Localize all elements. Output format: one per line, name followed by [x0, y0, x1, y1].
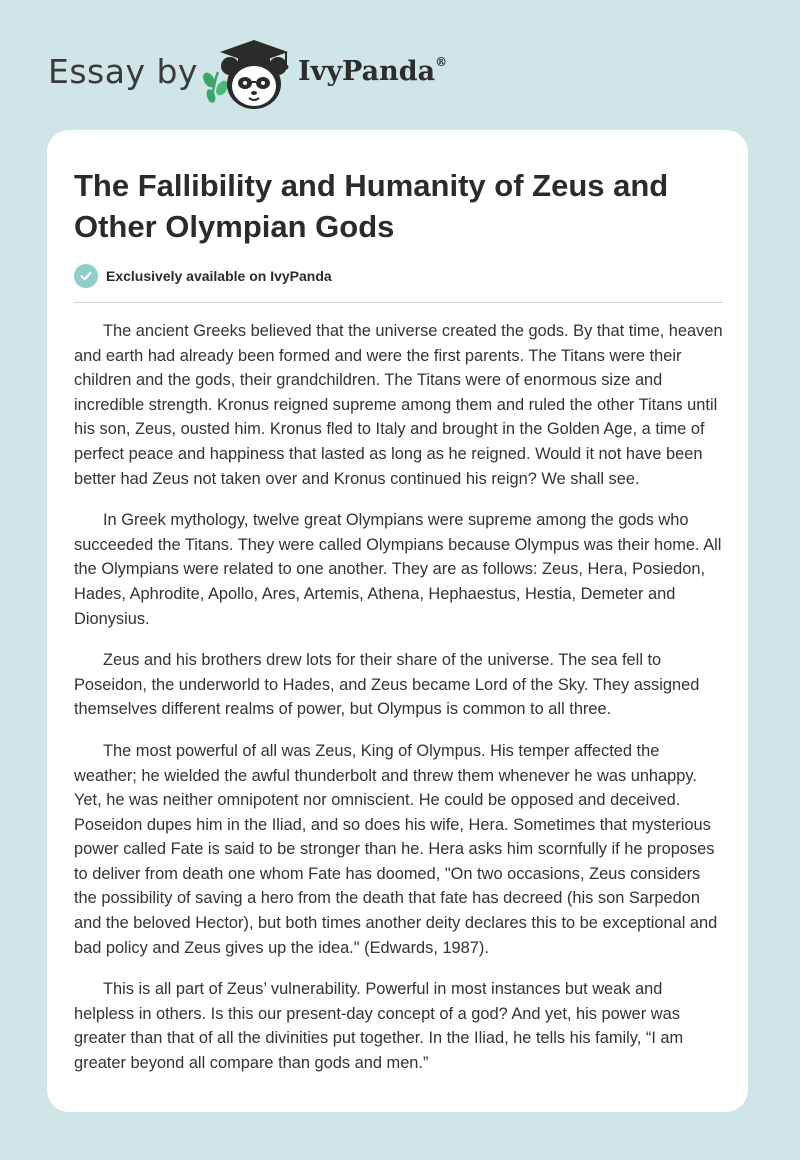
brand-prefix: Essay by	[48, 52, 198, 91]
essay-body	[74, 319, 726, 1093]
brand-header[interactable]	[48, 36, 508, 112]
brand-name-wrap	[298, 56, 447, 87]
paragraph: The most powerful of all was Zeus, King of Olympus. His temper affected the weather; he wielded the awful thunderbolt and threw them whenever he was unhappy. Yet, he was neither omnipotent nor omniscient. He could be opposed and deceived. Poseidon dupes him in the Iliad, and so does his wife, Hera. Sometimes that mysterious power called Fate is said to be stronger than he. Hera asks him scornfully if he proposes to deliver from death one whom Fate has doomed, "On two occasions, Zeus considers the possibility of saving a hero from the death that fate has decreed (his son Sarpedon and the beloved Hector), but both times another deity declares this to be exceptional and bad policy and Zeus gives up the idea." (Edwards, 1987).	[74, 741, 718, 957]
brand-name: IvyPanda	[298, 56, 436, 87]
paragraph: The ancient Greeks believed that the universe created the gods. By that time, heaven and earth had already been formed and were the first parents. The Titans were their children and the gods, their grandchildren. The Titans were of enormous size and incredible strength. Kronus reigned supreme among them and ruled the other Titans until his son, Zeus, ousted him. Kronus fled to Italy and brought in the Golden Age, a time of perfect peace and happiness that lasted as long as he reigned. Would it not have been better had Zeus not taken over and Kronus continued his reign? We shall see.	[74, 322, 723, 488]
exclusive-badge	[74, 262, 332, 290]
badge-text: Exclusively available on IvyPanda	[106, 268, 332, 284]
essay-card	[47, 130, 748, 1112]
essay-title: The Fallibility and Humanity of Zeus and Other Olympian Gods	[74, 168, 669, 244]
registered-mark: ®	[435, 55, 448, 69]
check-circle-icon	[74, 264, 98, 288]
paragraph: This is all part of Zeus’ vulnerability. Powerful in most instances but weak and helpless in others. Is this our present-day concept of a god? And yet, his power was greater than that of all the divinities put together. In the Iliad, he tells his family, “I am greater beyond all compare than gods and men.”	[74, 980, 684, 1073]
paragraph: In Greek mythology, twelve great Olympians were supreme among the gods who succeeded the Titans. They were called Olympians because Olympus was their home. All the Olympians were related to one another. They are as follows: Zeus, Hera, Posiedon, Hades, Aphrodite, Apollo, Ares, Artemis, Athena, Hephaestus, Hestia, Demeter and Dionysius.	[74, 511, 722, 628]
divider	[74, 302, 723, 303]
paragraph: Zeus and his brothers drew lots for their share of the universe. The sea fell to Poseidon, the underworld to Hades, and Zeus became Lord of the Sky. They assigned themselves different realms of power, but Olympus is common to all three.	[74, 651, 700, 719]
panda-graduate-icon	[200, 36, 296, 112]
